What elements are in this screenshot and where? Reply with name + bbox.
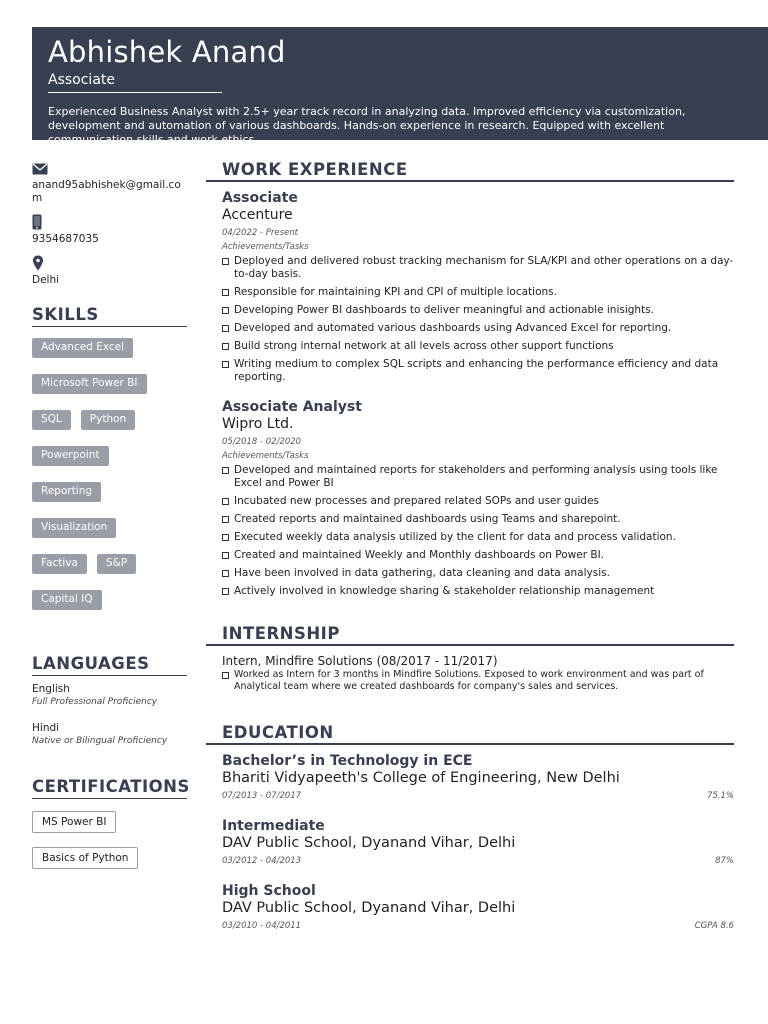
envelope-icon bbox=[32, 160, 187, 176]
contact-phone bbox=[32, 214, 187, 246]
job-company: Wipro Ltd. bbox=[222, 416, 294, 432]
email-text[interactable]: anand95abhishek@gmail.com bbox=[32, 179, 181, 204]
job-company: Accenture bbox=[222, 207, 293, 223]
education-degree: Bachelor’s in Technology in ECE bbox=[222, 753, 473, 769]
candidate-title: Associate bbox=[48, 71, 222, 93]
education-school: Bhariti Vidyapeeth's College of Engineering, New Delhi bbox=[222, 770, 620, 786]
languages-section bbox=[32, 654, 187, 748]
certifications-title: CERTIFICATIONS bbox=[32, 777, 187, 799]
job-bullet: Actively involved in knowledge sharing & stakeholder relationship management bbox=[222, 585, 734, 598]
contact-email bbox=[32, 160, 187, 205]
skill-tag: Factiva bbox=[32, 554, 87, 574]
skill-tag: Python bbox=[81, 410, 135, 430]
job-bullet: Developed and maintained reports for stakeholders and performing analysis using tools like Excel and Power BI bbox=[222, 464, 734, 490]
education-title: EDUCATION bbox=[206, 723, 734, 745]
language-item bbox=[32, 721, 187, 748]
education-degree: High School bbox=[222, 883, 316, 899]
location-text: Delhi bbox=[32, 274, 60, 286]
achievements-label: Achievements/Tasks bbox=[222, 242, 309, 252]
education-degree: Intermediate bbox=[222, 818, 325, 834]
education-meta bbox=[222, 917, 734, 934]
job-entry bbox=[206, 190, 734, 384]
internship-line: Intern, Mindfire Solutions (08/2017 - 11/2017) bbox=[222, 654, 498, 668]
skill-tag: Reporting bbox=[32, 482, 101, 502]
internship-entry bbox=[206, 654, 734, 693]
left-column bbox=[32, 160, 190, 882]
job-bullet: Writing medium to complex SQL scripts and enhancing the performance efficiency and data reporting. bbox=[222, 358, 734, 384]
certification-item: MS Power BI bbox=[32, 811, 116, 833]
education-meta bbox=[222, 852, 734, 869]
education-score: CGPA 8.6 bbox=[694, 921, 734, 931]
language-level: Native or Bilingual Proficiency bbox=[32, 736, 168, 746]
language-item bbox=[32, 682, 187, 709]
education-date: 03/2012 - 04/2013 bbox=[222, 856, 302, 866]
contact-location bbox=[32, 255, 187, 287]
job-bullet: Incubated new processes and prepared related SOPs and user guides bbox=[222, 495, 734, 508]
skill-tag: Microsoft Power BI bbox=[32, 374, 147, 394]
job-bullet: Deployed and delivered robust tracking mechanism for SLA/KPI and other operations on a day-to-day basis. bbox=[222, 255, 734, 281]
location-pin-icon bbox=[32, 255, 187, 271]
job-bullet: Executed weekly data analysis utilized by the client for data and process validation. bbox=[222, 531, 734, 544]
job-role: Associate Analyst bbox=[222, 399, 362, 415]
job-bullet: Developed and automated various dashboards using Advanced Excel for reporting. bbox=[222, 322, 734, 335]
education-score: 75.1% bbox=[706, 791, 734, 801]
candidate-name: Abhishek Anand bbox=[48, 35, 286, 69]
internship-description: Worked as Intern for 3 months in Mindfire Solutions. Exposed to work environment and was part of Analytical team where we created dashboards for company's sales and services. bbox=[222, 669, 734, 693]
education-school: DAV Public School, Dyanand Vihar, Delhi bbox=[222, 835, 516, 851]
education-meta bbox=[222, 787, 734, 804]
job-date: 04/2022 - Present bbox=[222, 228, 299, 238]
phone-icon bbox=[32, 214, 187, 230]
skill-tag: Advanced Excel bbox=[32, 338, 133, 358]
job-bullets bbox=[222, 464, 734, 598]
skill-tag: Capital IQ bbox=[32, 590, 102, 610]
skills-section bbox=[32, 305, 187, 626]
skill-tag: SQL bbox=[32, 410, 71, 430]
job-bullet: Created and maintained Weekly and Monthly dashboards on Power BI. bbox=[222, 549, 734, 562]
work-experience-section bbox=[206, 160, 734, 598]
education-score: 87% bbox=[715, 856, 734, 866]
job-bullet: Responsible for maintaining KPI and CPI of multiple locations. bbox=[222, 286, 734, 299]
skill-tag: Visualization bbox=[32, 518, 116, 538]
job-bullet: Have been involved in data gathering, data cleaning and data analysis. bbox=[222, 567, 734, 580]
education-section bbox=[206, 723, 734, 934]
summary-text: Experienced Business Analyst with 2.5+ year track record in analyzing data. Improved efficiency via customization, development and automation of various dashboards. Hands-on experience in research. Equipped with excellent communication skills and work ethics. bbox=[48, 105, 686, 146]
internship-title: INTERNSHIP bbox=[206, 624, 734, 646]
skills-title: SKILLS bbox=[32, 305, 187, 327]
job-role: Associate bbox=[222, 190, 298, 206]
language-name: Hindi bbox=[32, 722, 60, 734]
job-date: 05/2018 - 02/2020 bbox=[222, 437, 302, 447]
education-date: 07/2013 - 07/2017 bbox=[222, 791, 302, 801]
phone-text: 9354687035 bbox=[32, 233, 99, 245]
work-experience-title: WORK EXPERIENCE bbox=[206, 160, 734, 182]
language-name: English bbox=[32, 683, 70, 695]
skill-tag: S&P bbox=[97, 554, 136, 574]
job-bullets bbox=[222, 255, 734, 384]
education-entry bbox=[206, 753, 734, 804]
education-entry bbox=[206, 883, 734, 934]
languages-title: LANGUAGES bbox=[32, 654, 187, 676]
job-entry bbox=[206, 399, 734, 598]
language-level: Full Professional Proficiency bbox=[32, 697, 158, 707]
certifications-section bbox=[32, 777, 190, 882]
right-column bbox=[206, 160, 734, 948]
resume-header bbox=[32, 27, 768, 146]
job-bullet: Created reports and maintained dashboards using Teams and sharepoint. bbox=[222, 513, 734, 526]
certification-item: Basics of Python bbox=[32, 847, 138, 869]
education-entry bbox=[206, 818, 734, 869]
skill-tag: Powerpoint bbox=[32, 446, 109, 466]
job-bullet: Developing Power BI dashboards to deliver meaningful and actionable inisights. bbox=[222, 304, 734, 317]
education-school: DAV Public School, Dyanand Vihar, Delhi bbox=[222, 900, 516, 916]
achievements-label: Achievements/Tasks bbox=[222, 451, 309, 461]
internship-section bbox=[206, 624, 734, 693]
education-date: 03/2010 - 04/2011 bbox=[222, 921, 302, 931]
job-bullet: Build strong internal network at all levels across other support functions bbox=[222, 340, 734, 353]
